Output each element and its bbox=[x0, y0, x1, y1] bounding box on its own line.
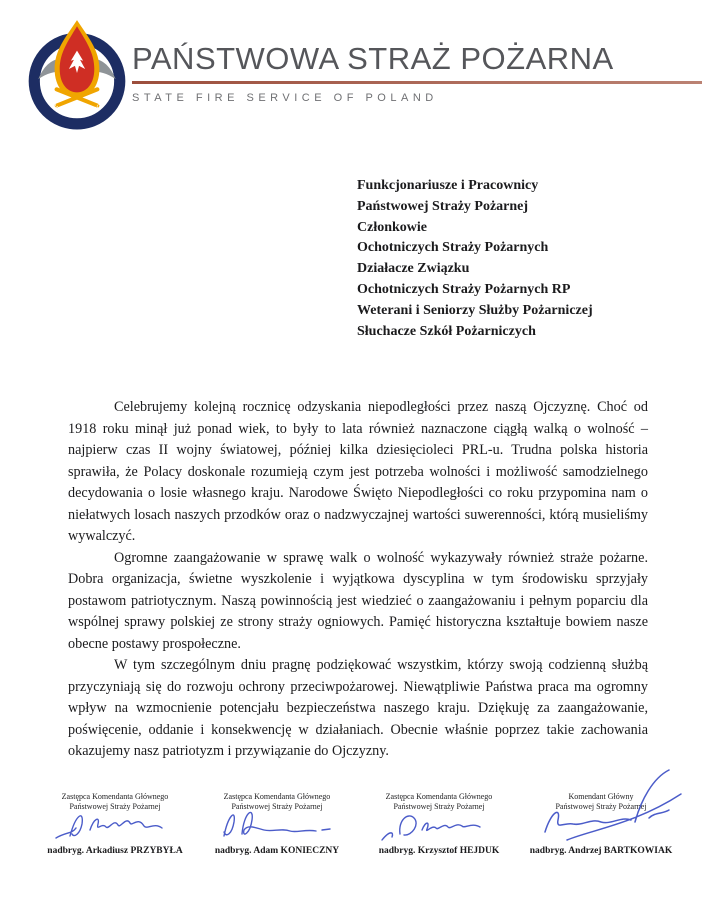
body-paragraph: Celebrujemy kolejną rocznicę odzyskania niepodległości przez naszą Ojczyznę. Choć od 1918 roku minął już ponad wiek, to były to lata również naznaczone ciągłą walką o wolność – najpierw czas II wojny światowej, później kilka dziesięcioleci PRL-u. Trudna polska historia sprawiła, że Polacy doskonale rozumieją czym jest potrzeba wolności i możliwość samodzielnego decydowania o losie własnego kraju. Narodowe Święto Niepodległości co roku przypomina nam o niełatwych losach naszych przodków oraz o nadzwyczajnej wartości suwerenności, którą musieliśmy wywalczyć. bbox=[68, 399, 648, 544]
signature-title: Państwowej Straży Pożarnej bbox=[555, 802, 647, 811]
letterhead-text bbox=[132, 14, 702, 104]
addressees-block bbox=[357, 176, 593, 342]
signature-ink bbox=[224, 812, 330, 836]
signature-name: nadbryg. Andrzej BARTKOWIAK bbox=[529, 846, 673, 856]
signature-name: nadbryg. Krzysztof HEJDUK bbox=[378, 846, 500, 856]
signature-name: nadbryg. Adam KONIECZNY bbox=[214, 846, 340, 856]
psp-logo bbox=[24, 14, 130, 135]
addressee-line: Funkcjonariusze i Pracownicy bbox=[357, 178, 539, 193]
psp-crest-logo bbox=[24, 14, 130, 130]
signature-name: nadbryg. Arkadiusz PRZYBYŁA bbox=[47, 846, 183, 856]
addressee-line: Działacze Związku bbox=[357, 261, 470, 277]
signature-block bbox=[520, 792, 682, 856]
addressee-line: Ochotniczych Straży Pożarnych RP bbox=[357, 281, 571, 297]
signature-block bbox=[34, 792, 196, 856]
addressee-line: Słuchacze Szkół Pożarniczych bbox=[357, 323, 536, 339]
signatures-row bbox=[34, 792, 682, 856]
addressee-line: Ochotniczych Straży Pożarnych bbox=[357, 240, 549, 256]
letter-body bbox=[68, 397, 648, 763]
addressee-line: Członkowie bbox=[357, 219, 427, 235]
body-paragraph: W tym szczególnym dniu pragnę podziękować wszystkim, którzy swoją codzienną służbą przyczyniają się do rozwoju ochrony przeciwpożarowej. Niewątpliwie Państwa praca ma ogromny wpływ na wzmocnienie potencjału bezpieczeństwa naszego kraju. Dziękuję za zaangażowanie, poświęcenie, oddanie i konsekwencję w działaniach. Obecnie właśnie poprzez takie zachowania okazujemy nasz patriotyzm i przywiązanie do Ojczyzny. bbox=[68, 657, 648, 759]
org-title: PAŃSTWOWA STRAŻ POŻARNA bbox=[132, 41, 614, 76]
signature-ink bbox=[56, 816, 162, 838]
signature-title: Zastępca Komendanta Głównego bbox=[223, 792, 331, 801]
signature-block bbox=[358, 792, 520, 856]
signature-title: Zastępca Komendanta Głównego bbox=[61, 792, 169, 801]
signature-title: Państwowej Straży Pożarnej bbox=[231, 802, 323, 811]
body-paragraph: Ogromne zaangażowanie w sprawę walk o wolność wykazywały również straże pożarne. Dobra organizacja, świetne wyszkolenie i wyjątkowa dyscyplina w tym środowisku sprzyjały postawom patriotycznym. Naszą powinnością jest wiedzieć o zaangażowaniu i pełnym poparciu dla wspólnej sprawy polskiej ze strony straży ogniowych. Pamięć historyczna kształtuje bowiem nasze obecne postawy prospołeczne. bbox=[68, 549, 648, 652]
signature-title: Państwowej Straży Pożarnej bbox=[69, 802, 161, 811]
signature-block bbox=[196, 792, 358, 856]
org-subtitle: STATE FIRE SERVICE OF POLAND bbox=[132, 92, 438, 105]
addressee-line: Weterani i Seniorzy Służby Pożarniczej bbox=[357, 302, 593, 318]
signature-title: Państwowej Straży Pożarnej bbox=[393, 802, 485, 811]
addressee-line: Państwowej Straży Pożarnej bbox=[357, 198, 529, 214]
signature-title: Komendant Główny bbox=[568, 792, 634, 801]
letterhead bbox=[24, 14, 702, 135]
signature-title: Zastępca Komendanta Głównego bbox=[385, 792, 493, 801]
signature-ink bbox=[382, 816, 480, 840]
header-rule bbox=[132, 81, 702, 84]
crest-ring-text-path: PAŃSTWOWA STRAŻ POŻARNA bbox=[39, 84, 115, 119]
